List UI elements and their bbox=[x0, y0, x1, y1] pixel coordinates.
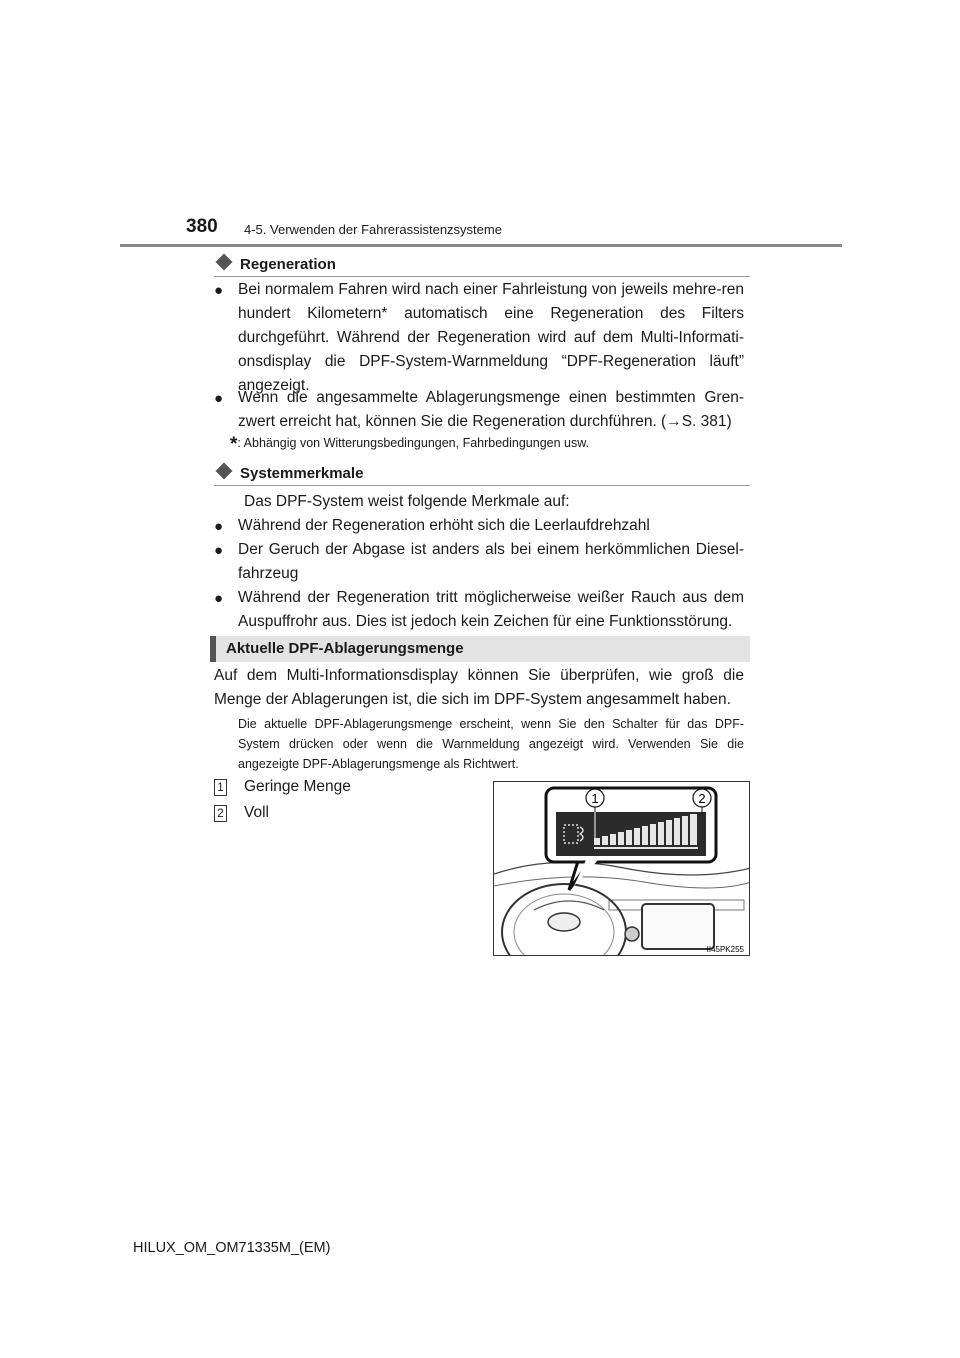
legend-label: Voll bbox=[244, 804, 269, 821]
list-item: ● Während der Regeneration tritt möglicherweise weißer Rauch aus dem Auspuffrohr aus. Dies ist jedoch kein Zeichen für eine Funktionsstörung. bbox=[214, 589, 744, 630]
section-heading-regeneration: Regeneration bbox=[214, 256, 750, 273]
figure-code: II45PK255 bbox=[706, 945, 744, 954]
legend-number: 2 bbox=[214, 805, 227, 822]
section-band: Aktuelle DPF-Ablagerungsmenge bbox=[210, 636, 750, 662]
diamond-icon bbox=[216, 463, 233, 480]
bullet-icon: ● bbox=[214, 518, 224, 535]
diamond-icon bbox=[216, 254, 233, 271]
bullet-icon: ● bbox=[214, 542, 224, 559]
bullet-icon: ● bbox=[214, 390, 224, 407]
dash-line bbox=[494, 862, 750, 875]
page-reference: S. 381) bbox=[681, 413, 732, 430]
bullet-icon: ● bbox=[214, 590, 224, 607]
dashboard-illustration bbox=[493, 781, 750, 956]
intro-text: Das DPF-System weist folgende Merkmale auf: bbox=[244, 493, 570, 510]
arrow-icon: → bbox=[666, 413, 682, 430]
section-heading-systemmerkmale: Systemmerkmale bbox=[214, 465, 750, 482]
chapter-title: 4-5. Verwenden der Fahrerassistenzsysteme bbox=[244, 222, 502, 237]
callout-number-2: 2 bbox=[698, 791, 706, 806]
control-knob bbox=[625, 927, 639, 941]
list-item: ● Während der Regeneration erhöht sich die Leerlaufdrehzahl bbox=[238, 514, 744, 538]
meter-cluster bbox=[534, 901, 604, 910]
header-rule bbox=[120, 244, 842, 247]
note-paragraph: Die aktuelle DPF-Ablagerungsmenge erscheint, wenn Sie den Schalter für das DPF-System drücken oder wenn die Warnmeldung angezeigt wird. Verwenden Sie die angezeigte DPF-Ablagerungsmenge als Richtwert. bbox=[238, 717, 744, 771]
body-paragraph: Auf dem Multi-Informationsdisplay können Sie überprüfen, wie groß die Menge der Ablagerungen ist, die sich im DPF-System angesammelt haben. bbox=[214, 667, 744, 708]
section-rule bbox=[214, 485, 750, 486]
callout-number-1: 1 bbox=[591, 791, 599, 806]
list-item: ● Wenn die angesammelte Ablagerungsmenge einen bestimmten Gren-zwert erreicht hat, können Sie die Regeneration durchführen. (→S. 381) bbox=[214, 389, 744, 430]
list-item: ● Der Geruch der Abgase ist anders als bei einem herkömmlichen Diesel-fahrzeug bbox=[214, 541, 744, 582]
page-number: 380 bbox=[186, 216, 218, 237]
legend-number: 1 bbox=[214, 779, 227, 796]
document-id: HILUX_OM_OM71335M_(EM) bbox=[133, 1240, 331, 1256]
dash-line bbox=[494, 877, 750, 888]
footnote: *: Abhängig von Witterungsbedingungen, Fahrbedingungen usw. bbox=[230, 434, 590, 455]
dashboard-drawing bbox=[494, 782, 750, 956]
horn-pad bbox=[548, 913, 580, 931]
center-screen bbox=[642, 904, 714, 949]
list-item: ● Bei normalem Fahren wird nach einer Fahrleistung von jeweils mehre-ren hundert Kilometern* automatisch eine Regeneration des Filters durchgeführt. Während der Regeneration wird auf dem Multi-Informati-onsdisplay die DPF-System-Warnmeldung “DPF-Regeneration läuft” angezeigt. bbox=[214, 281, 744, 394]
section-rule bbox=[214, 276, 750, 277]
bullet-icon: ● bbox=[214, 282, 224, 299]
legend-label: Geringe Menge bbox=[244, 778, 351, 795]
